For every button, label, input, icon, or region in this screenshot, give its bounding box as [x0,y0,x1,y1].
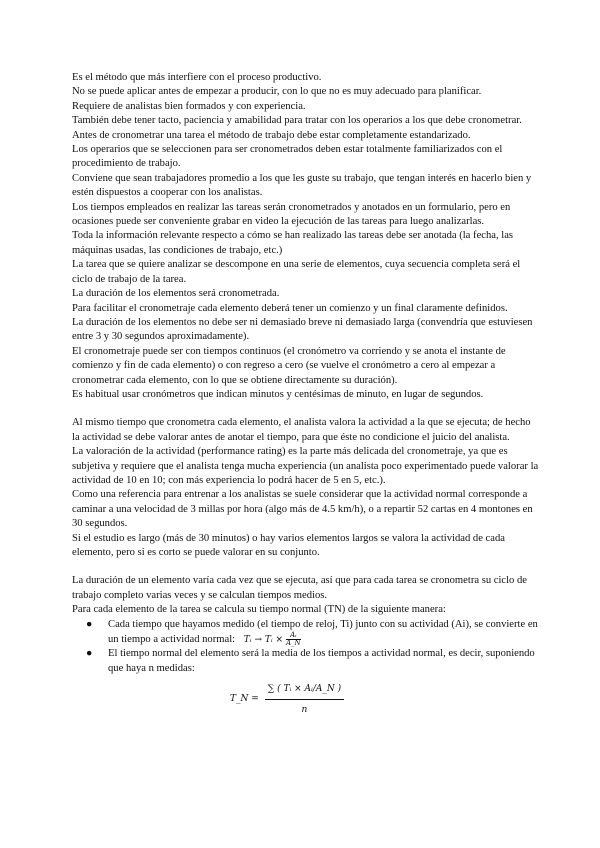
paragraph: Toda la información relevante respecto a cómo se han realizado las tareas debe ser anotada (la fecha, las máquinas usadas, las condiciones de trabajo, etc.) [72,230,514,256]
formula-lhs: T_N = [230,694,259,705]
paragraph: También debe tener tacto, paciencia y amabilidad para tratar con los operarios a los que debe cronometrar. [72,115,522,127]
paragraph: Como una referencia para entrenar a los analistas se suele considerar que la actividad normal corresponde a caminar a una velocidad de 3 millas por hora (algo más de 4.5 km/h), o a repartir 52 cartas en 4 montones en 30 segundos. [72,489,533,530]
paragraph: Al mismo tiempo que cronometra cada elemento, el analista valora la actividad a la que se ejecuta; de hecho la actividad se debe valorar antes de anotar el tiempo, para que éste no condicione el juicio del analista. [72,417,531,443]
paragraph-gap [72,560,540,574]
paragraph: Los tiempos empleados en realizar las tareas serán cronometrados y anotados en un formulario, pero en ocasiones puede ser conveniente grabar en video la ejecución de las tareas para luego analizarlas. [72,201,511,228]
paragraph: La tarea que se quiere analizar se descompone en una serie de elementos, cuya secuencia completa será el ciclo de trabajo de la tarea. [72,259,521,285]
paragraph: Requiere de analistas bien formados y con experiencia. [72,100,306,112]
bullet-icon: ● [86,648,93,660]
bullet-list [72,618,540,677]
fraction-denominator: n [301,704,308,715]
paragraph: La duración de los elementos será cronometrada. [72,288,280,300]
paragraph-gap [72,402,540,416]
section-normal-time [72,574,540,717]
section-characteristics [72,71,540,402]
bullet-icon: ● [86,618,93,630]
fraction-denominator: A_N [285,639,301,648]
paragraph: Si el estudio es largo (más de 30 minutos) o hay varios elementos largos se valora la actividad de cada elemento, pero si es corto se puede valorar en su conjunto. [72,532,505,558]
normalized-time-formula [243,631,301,648]
paragraph: No se puede aplicar antes de empezar a producir, con lo que no es muy adecuado para planificar. [72,86,482,98]
paragraph: Conviene que sean trabajadores promedio a los que les guste su trabajo, que tengan interés en hacerlo bien y estén dispuestos a cooperar con los analistas. [72,172,532,199]
formula-fraction [265,682,344,717]
paragraph: La valoración de la actividad (performance rating) es la parte más delicada del cronometraje, ya que es subjetiva y requiere que el analista tenga mucha experiencia (un analista poco experimentado puede valorar la actividad de 10 en 10; con más experiencia lo podrá hacer de 5 en 5, etc.). [72,446,539,486]
section-activity-rating [72,416,540,560]
paragraph: Los operarios que se seleccionen para ser cronometrados deben estar totalmente familiarizados con el procedimiento de trabajo. [72,144,503,170]
list-item [72,618,540,648]
formula-lhs: Tᵢ [243,635,252,646]
formula-rhs: Tᵢ × [264,635,284,646]
paragraph: Es habitual usar cronómetros que indican minutos y centésimas de minuto, en lugar de segundos. [72,388,484,400]
fraction-numerator: Aᵢ [286,632,301,640]
bullet-text: Cada tiempo que hayamos medido (el tiempo de reloj, Ti) junto con su actividad (Ai), se convierte en un tiempo a actividad normal: [108,618,538,646]
paragraph: La duración de un elemento varía cada vez que se ejecuta, así que para cada tarea se cronometra su ciclo de trabajo completo varias veces y se calculan tiempos medios. [72,575,527,601]
paragraph: Para cada elemento de la tarea se calcula su tiempo normal (TN) de la siguiente manera: [72,604,446,616]
paragraph: Es el método que más interfiere con el proceso productivo. [72,72,322,83]
paragraph: Para facilitar el cronometraje cada elemento deberá tener un comienzo y un final claramente definidos. [72,302,508,314]
list-item [72,647,540,676]
formula-fraction [286,632,301,647]
formula-arrow: → [254,635,262,646]
paragraph: La duración de los elementos no debe ser ni demasiado breve ni demasiado larga (convendría que estuviesen entre 3 y 30 segundos aproximadamente). [72,316,533,343]
paragraph: El cronometraje puede ser con tiempos continuos (el cronómetro va corriendo y se anota el instante de comienzo y fin de cada elemento) o con regreso a cero (se vuelve el cronómetro a cero al empezar a cronometrar cada elemento, con lo que se obtiene directamente su duración). [72,345,506,386]
paragraph: Antes de cronometrar una tarea el método de trabajo debe estar completamente estandarizado. [72,129,471,141]
bullet-text: El tiempo normal del elemento será la media de los tiempos a actividad normal, es decir, suponiendo que haya n medidas: [108,648,535,674]
fraction-numerator: ∑ ( Tᵢ × Aᵢ/A_N ) [265,682,344,699]
normal-time-formula [230,682,540,717]
